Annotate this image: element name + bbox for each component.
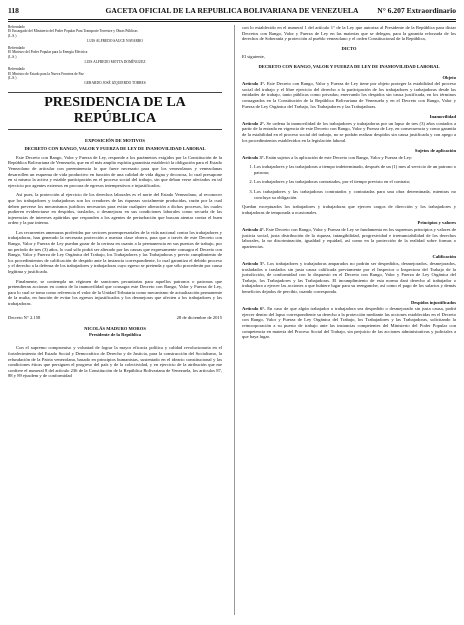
article-text: En caso de que algún trabajador o trabajadora sea despedido o desmejorado sin justa causa, podrá ejercer dentro del lapso correspondiente su derecho a la protección mediante las acciones establecidas en el Decreto con Rango, Valor y Fuerza de Ley Orgánica del Trabajo, los Trabajadores y las Trabajadoras, solicitando la reincorporación a su puesto de trabajo ante las instancias competentes del Ministerio del Poder Popular con competencia en materia del Proceso Social del Trabajo, sin perjuicio de las acciones administrativas y judiciales a que haya lugar. — [242, 306, 456, 340]
header-rule-2 — [8, 21, 456, 22]
column-separator — [234, 25, 235, 615]
list-item: 3. Los trabajadores y las trabajadoras contratados y contratadas para una obra determinada, mientras no concluya su obligación. — [254, 189, 456, 200]
refrendo-label: Refrendado — [8, 67, 25, 72]
article-text: Este Decreto con Rango, Valor y Fuerza de Ley tiene por objeto proteger la estabilidad del proceso social del trabajo y el libre ejercicio del derecho a la participación de los trabajadores y trabajadoras desde las entidades de trabajo, tanto públicas como privadas; enervando los despidos sin causa justificada, en los términos consagrados en la Constitución de la República Bolivariana de Venezuela y en el Decreto con Rango, Valor y Fuerza de Ley Orgánica del Trabajo, los Trabajadores y las Trabajadoras. — [242, 81, 457, 109]
refrendo-name: LUIS ALFREDO SAUCE NAVARRO — [87, 38, 143, 43]
refrendo-label: Refrendado — [8, 46, 25, 51]
article-5 — [242, 261, 456, 295]
refrendo-office: El Encargado del Ministerio del Poder Popular Para Transporte Terrestre y Obras Públicas — [8, 29, 138, 34]
article-label: Artículo 2°. — [242, 120, 266, 126]
article-heading: Principios y valores — [417, 220, 456, 226]
article-label: Artículo 6°. — [242, 306, 266, 312]
dicto-heading: DICTO — [341, 45, 357, 51]
paragraph: con lo establecido en el numeral 1 del artículo 1° de la Ley que autoriza al Presidente de la República para dictar Decretos con Rango, Valor y Fuerza de Ley en las materias que se delegan, para la garantía reforzada de los derechos de Soberanía y protección al pueblo venezolano y el orden Constitucional de la República, — [242, 25, 456, 42]
article-2 — [242, 121, 456, 143]
signer-name: NICOLÁS MADURO MOROS — [84, 326, 146, 332]
paragraph: Así pues, la protección al ejercicio de los derechos laborales es el norte del Estado Venezolano, al reconocer que los trabajadores y trabajadoras son los creadores de las riquezas socialmente producidas, razón por la cual deben preverse los mecanismos jurídicos necesarios para evitar cualquier alteración a dichos procesos, los cuales pudieren evidenciarse en despidos, traslados, o desmejoras en sus condiciones laborales como secuela de las injerencias de intereses apátridas que responden a los agentes de perturbación que buscan atentar contra el buen orden y la paz interna. — [8, 192, 222, 226]
refrendo-seal: (L.S.) — [8, 75, 17, 80]
decree-date: 28 de diciembre de 2015 — [176, 314, 222, 320]
decree-title: DECRETO CON RANGO, VALOR Y FUERZA DE LEY DE INAMOVILIDAD LABORAL — [258, 63, 440, 69]
gazette-title: GACETA OFICIAL DE LA REPUBLICA BOLIVARIANA DE VENEZUELA — [105, 6, 359, 15]
page-header — [8, 6, 456, 18]
list-item: 2. Los trabajadores y las trabajadoras contratados, por el tiempo previsto en el contrato; — [254, 179, 456, 185]
refrendo-block — [8, 67, 222, 85]
article-4 — [242, 227, 456, 249]
article-text: Se ordena la inamovilidad de los trabajadores y trabajadoras por un lapso de tres (3) años contados a partir de la entrada en vigencia de este Decreto con Rango, Valor y Fuerza de Ley, en consecuencia y como garantía de la estabilidad en el proceso social del trabajo, no se podrán realizar despidos sin causa justificada y con apego a los procedimientos establecidos en la legislación laboral. — [242, 120, 456, 143]
article-text: Los trabajadores y trabajadoras amparados no podrán ser despedidos, desmejorados, desmejorados, trasladados o traslados sin justa causa calificada previamente por el Inspector o Inspectora del Trabajo de la jurisdicción, de conformidad con lo dispuesto en el Decreto con Rango, Valor y Fuerza de Ley Orgánica del Trabajo, los Trabajadores y las Trabajadoras. El incumplimiento de esta norma dará derecho al trabajador o trabajadora a ejercer las acciones a que hubiere lugar para su reenganche, así como el pago de los salarios y demás beneficios dejados de percibir, cuando corresponda. — [242, 261, 456, 294]
article-6 — [242, 306, 456, 340]
section-title: PRESIDENCIA DE LA REPÚBLICA — [8, 92, 222, 130]
list-item: 1. Los trabajadores y las trabajadoras a tiempo indeterminado, después de un (1) mes al servicio de un patrono o patrona; — [254, 164, 456, 175]
refrendo-label: Refrendado — [8, 25, 25, 29]
article-heading: Despidos injustificados — [410, 299, 456, 305]
article-label: Artículo 3°. — [242, 154, 265, 160]
refrendo-seal: (L.S.) — [8, 54, 17, 59]
refrendo-office: El Ministro de Estado para la Nueva Frontera de Paz — [8, 71, 84, 76]
article-heading: Calificación — [432, 254, 456, 260]
article-label: Artículo 4°. — [242, 227, 265, 233]
article-heading: Objeto — [442, 74, 456, 80]
article-label: Artículo 1°. — [242, 81, 266, 87]
paragraph: Con el supremo compromiso y voluntad de lograr la mayor eficacia política y calidad revolucionaria en el fortalecimiento del Estado Social y Democrático de Derecho y de Justicia, para la construcción del Socialismo, la refundación de la Patria venezolana, basado en principios humanistas, sustentado en el ideario constitucional y las condiciones éticas que persiguen el progreso del país y de la colectividad, y en ejercicio de la atribución que me confiere el numeral 8 del artículo 236 de la Constitución de la República Bolivariana de Venezuela, los artículos 87, 88 y 89 ejusdem y de conformidad — [8, 345, 222, 379]
signature-block — [8, 326, 222, 337]
decree-number: Decreto N° 2.158 — [8, 314, 41, 320]
article-text: Están sujetos a la aplicación de este Decreto con Rango, Valor y Fuerza de Ley: — [265, 154, 413, 160]
paragraph: Finalmente, se contempla un régimen de sanciones pecuniarias para aquellos patronos o patronas que pretendieran accionar en contra de la inamovilidad que consagra este Decreto con Rango, Valor y Fuerza de Ley, para lo cual se toma como referencia el valor de la Unidad Tributaria como mecanismo de actualización permanente de la multa, en función de evitar los egresos injustificados y los desmejoras que afecten a los trabajadores y las trabajadoras. — [8, 278, 222, 306]
refrendo-office: El Ministro del Poder Popular para la Energía Eléctrica — [8, 50, 88, 55]
article-label: Artículo 5°. — [242, 261, 266, 266]
refrendo-name: LUIS ALFREDO MOTTA DOMÍNGUEZ — [84, 60, 146, 65]
article-3-list — [242, 164, 456, 200]
decree-number-row — [8, 315, 222, 321]
refrendo-block — [8, 25, 222, 43]
signer-title: Presidente de la República — [88, 331, 142, 337]
paragraph: El siguiente, — [242, 54, 265, 60]
refrendo-name: GERARDO JOSÉ IZQUIERDO TORRES — [84, 81, 146, 86]
refrendo-block — [8, 46, 222, 64]
article-heading: Inamovilidad — [429, 114, 456, 120]
left-column — [8, 25, 222, 383]
paragraph: Los recurrentes amenazas proferidas por sectores proempresariales de la vida nacional contra los trabajadores y trabajadoras, han generado la necesaria protección a nuestra clase obrera, para que a través de este Decreto con Rango, Valor y Fuerza de Ley puedan gozar de la certeza en cuanto a la permanencia en sus puestos de trabajo, por un período de tres (3) años, lo cual sólo podrá ser alterado por las causas que expresamente consagra el Decreto con Rango, Valor y Fuerza de Ley Orgánica del Trabajo, los Trabajadores y las Trabajadoras y previo cumplimiento de los procedimientos de calificación de despido ante la instancia correspondiente, lo cual garantiza el debido proceso y el derecho a la defensa de los trabajadores y trabajadoras cuyo egreso se pretenda y que sólo procederán por causa legítima y justificada. — [8, 229, 222, 275]
refrendo-seal: (L.S.) — [8, 33, 17, 38]
header-rule — [8, 19, 456, 20]
right-column — [242, 25, 456, 344]
article-heading: Sujetos de aplicación — [414, 148, 456, 154]
article-1 — [242, 81, 456, 109]
article-3 — [242, 155, 456, 161]
issue-number: N° 6.207 Extraordinario — [377, 6, 456, 15]
paragraph: Este Decreto con Rango, Valor y Fuerza de Ley, responde a los parámetros exigidos por la Constitución de la República Bolivariana de Venezuela, que en el más amplio espíritu garantista estableció la obligación para el Estado Venezolano de articular con preeminencia lo que fuere necesario para que los venezolanos y venezolanas desarrollen un esquema de vida productivo en función de una calidad de vida digna y decorosa, lo cual presupone en si mismo la activa y estable participación en el proceso social del trabajo, sin que deban verse afectados en tal ejercicio por agentes externos en procura de egresos intempestivos e injustificados. — [8, 154, 222, 188]
decree-title: DECRETO CON RANGO, VALOR Y FUERZA DE LEY DE INAMOVILIDAD LABORAL — [24, 146, 206, 152]
exposicion-heading: EXPOSICIÓN DE MOTIVOS — [85, 137, 145, 143]
page-number: 118 — [8, 6, 19, 15]
article-text: Este Decreto con Rango, Valor y Fuerza de Ley se fundamenta en los supremos principios y valores de justicia social, justa distribución de la riqueza, intangibilidad, progresividad e irrenunciabilidad de los derechos laborales, la no discriminación, igualdad y equidad, así como en la protección de la realidad sobre formas o apariencias. — [242, 227, 456, 249]
paragraph: Quedan exceptuados los trabajadores y trabajadoras que ejercen cargos de dirección y los trabajadores y trabajadoras de temporada u ocasionales. — [242, 204, 456, 215]
